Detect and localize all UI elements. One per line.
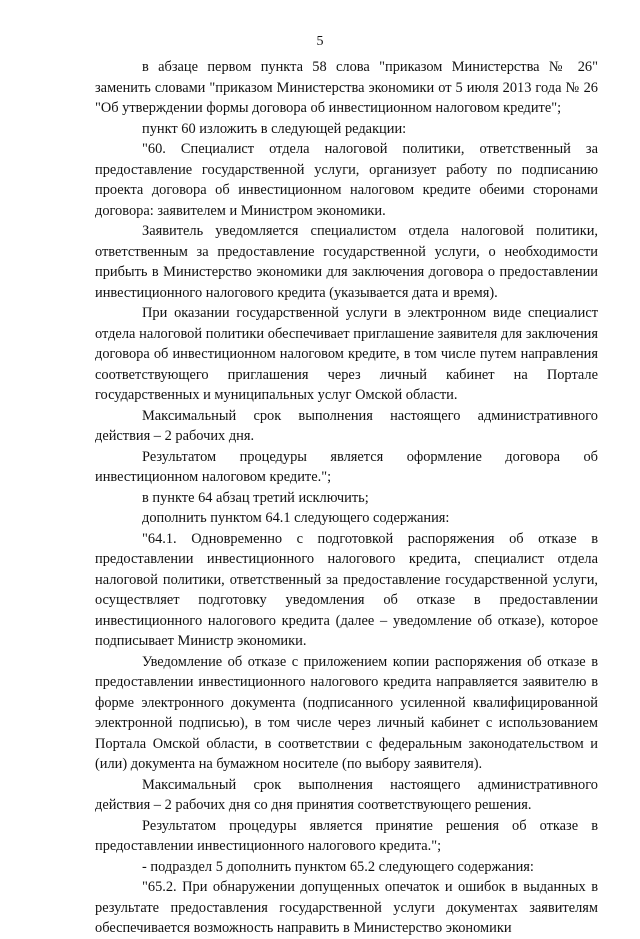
paragraph: в пункте 64 абзац третий исключить; xyxy=(142,489,369,506)
paragraph: Максимальный срок выполнения настоящего административного действия – 2 рабочих дня. xyxy=(95,407,598,444)
paragraph: Результатом процедуры является оформление договора об инвестиционном налоговом кредите."; xyxy=(95,448,598,485)
paragraph: Результатом процедуры является принятие решения об отказе в предоставлении инвестиционного налогового кредита."; xyxy=(95,817,598,854)
paragraph: Заявитель уведомляется специалистом отдела налоговой политики, ответственным за предоставление государственной услуги, о необходимости прибыть в Министерство экономики для заключения договора о предоставлении инвестиционного налогового кредита (указывается дата и время). xyxy=(95,223,598,301)
paragraph: Максимальный срок выполнения настоящего административного действия – 2 рабочих дня со дня принятия соответствующего решения. xyxy=(95,776,598,813)
paragraph: "64.1. Одновременно с подготовкой распоряжения об отказе в предоставлении инвестиционного налогового кредита, специалист отдела налоговой политики, ответственный за предоставление государственной услуги, осуществляет подготовку уведомления об отказе в предоставлении инвестиционного налогового кредита (далее – уведомление об отказе), которое подписывает Министр экономики. xyxy=(95,530,598,649)
paragraph: При оказании государственной услуги в электронном виде специалист отдела налоговой политики обеспечивает приглашение заявителя для заключения договора об инвестиционном налоговом кредите, в том числе путем направления соответствующего приглашения через личный кабинет на Портале государственных и муниципальных услуг Омской области. xyxy=(95,305,598,403)
paragraph: - подраздел 5 дополнить пунктом 65.2 следующего содержания: xyxy=(142,858,534,875)
paragraph: Уведомление об отказе с приложением копии распоряжения об отказе в предоставлении инвестиционного налогового кредита направляется заявителю в форме электронного документа (подписанного усиленной квалифицированной электронной подписью), в том числе через личный кабинет с использованием Портала Омской области, в соответствии с федеральным законодательством и (или) документа на бумажном носителе (по выбору заявителя). xyxy=(95,653,598,772)
paragraph: в абзаце первом пункта 58 слова "приказом Министерства № 26" заменить словами "приказом Министерства экономики от 5 июля 2013 года № 26 "Об утверждении формы договора об инвестиционном налоговом кредите"; xyxy=(95,59,598,116)
paragraph: дополнить пунктом 64.1 следующего содержания: xyxy=(142,510,450,526)
document-body xyxy=(95,57,598,939)
paragraph: пункт 60 изложить в следующей редакции: xyxy=(142,120,407,137)
paragraph: "60. Специалист отдела налоговой политики, ответственный за предоставление государственной услуги, организует работу по подписанию проекта договора об инвестиционном налоговом кредите обеими сторонами договора: заявителем и Министром экономики. xyxy=(95,141,598,219)
page-number: 5 xyxy=(316,34,324,49)
paragraph: "65.2. При обнаружении допущенных опечаток и ошибок в выданных в результате предоставления государственной услуги документах заявителям обеспечивается возможность направить в Министерство экономики xyxy=(95,879,598,936)
